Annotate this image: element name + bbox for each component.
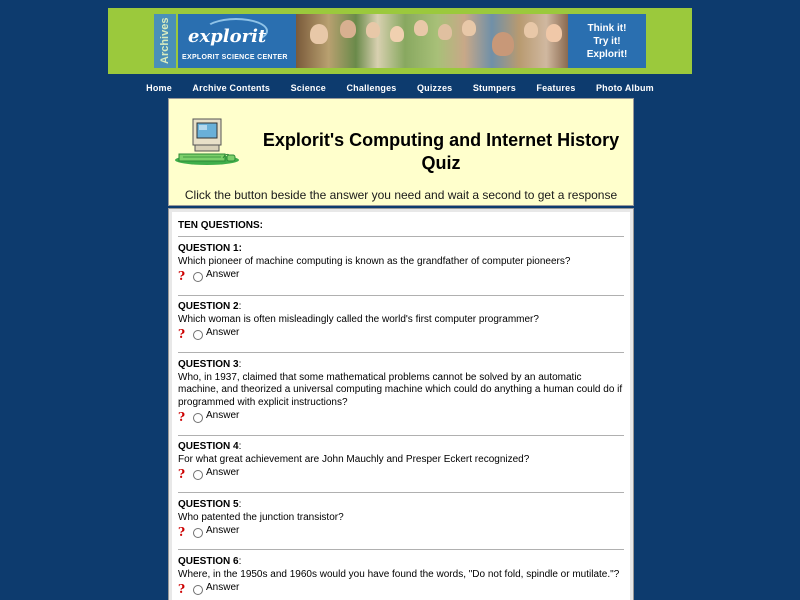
answer-label[interactable]: Answer — [206, 467, 240, 479]
nav-science[interactable]: Science — [290, 83, 327, 93]
answer-row — [178, 269, 624, 282]
question-mark-icon: ? — [178, 268, 186, 283]
logo-subtitle: EXPLORIT SCIENCE CENTER — [182, 54, 288, 61]
tagline-line: Explorit! — [586, 49, 628, 60]
nav-photo-album[interactable]: Photo Album — [595, 83, 654, 93]
computer-icon — [173, 117, 239, 169]
questions-heading: TEN QUESTIONS: — [178, 220, 264, 231]
nav-features[interactable]: Features — [536, 83, 576, 93]
questions-panel — [168, 208, 634, 600]
explorit-logo[interactable] — [178, 14, 296, 68]
question-mark-icon: ? — [178, 409, 186, 424]
page-title — [249, 129, 633, 175]
main-nav — [108, 78, 692, 92]
question-suffix: : — [238, 359, 242, 370]
banner-tagline — [568, 14, 646, 68]
nav-archive-contents[interactable]: Archive Contents — [192, 83, 271, 93]
answer-radio[interactable] — [193, 528, 203, 538]
question-suffix: : — [238, 556, 242, 567]
nav-quizzes[interactable]: Quizzes — [416, 83, 453, 93]
question-label: QUESTION 5 — [178, 499, 239, 510]
question-suffix: : — [238, 499, 242, 510]
answer-label[interactable]: Answer — [206, 327, 240, 339]
question-label: QUESTION 6 — [178, 556, 239, 567]
question-mark-icon: ? — [178, 581, 186, 596]
divider — [178, 295, 624, 296]
divider — [178, 236, 624, 237]
question-2 — [178, 301, 624, 340]
question-text: Who patented the junction transistor? — [178, 511, 344, 523]
answer-row — [178, 582, 624, 595]
question-text: Which woman is often misleadingly called the world's first computer programmer? — [178, 313, 539, 325]
tagline-line: Try it! — [593, 36, 621, 47]
question-text: Which pioneer of machine computing is known as the grandfather of computer pioneers? — [178, 255, 571, 267]
question-label: QUESTION 4 — [178, 441, 239, 452]
archives-tab[interactable]: Archives — [154, 14, 176, 68]
divider — [178, 435, 624, 436]
question-3 — [178, 359, 624, 423]
question-suffix: : — [238, 243, 242, 254]
answer-label[interactable]: Answer — [206, 582, 240, 594]
question-suffix: : — [238, 441, 242, 452]
question-label: QUESTION 3 — [178, 359, 239, 370]
question-mark-icon: ? — [178, 326, 186, 341]
answer-radio[interactable] — [193, 330, 203, 340]
question-6 — [178, 556, 624, 595]
answer-radio[interactable] — [193, 272, 203, 282]
answer-label[interactable]: Answer — [206, 269, 240, 281]
question-5 — [178, 499, 624, 538]
answer-row — [178, 525, 624, 538]
divider — [178, 352, 624, 353]
question-text: Where, in the 1950s and 1960s would you have found the words, "Do not fold, spindle or mutilate."? — [178, 568, 620, 580]
question-4 — [178, 441, 624, 480]
site-banner — [108, 8, 692, 74]
title-line: Explorit's Computing and Internet History — [262, 130, 620, 150]
divider — [178, 549, 624, 550]
answer-row — [178, 467, 624, 480]
nav-home[interactable]: Home — [146, 83, 172, 93]
question-mark-icon: ? — [178, 524, 186, 539]
question-mark-icon: ? — [178, 466, 186, 481]
logo-wordmark: explorit — [188, 26, 267, 47]
quiz-instruction: Click the button beside the answer you need and wait a second to get a response — [184, 188, 618, 202]
question-text: Who, in 1937, claimed that some mathematical problems cannot be solved by an automatic machine, and theorized a universal computing machine which could do anything a human could do if programmed with explicit instructions? — [178, 371, 623, 408]
answer-row — [178, 410, 624, 423]
answer-radio[interactable] — [193, 470, 203, 480]
answer-row — [178, 327, 624, 340]
banner-photo-strip — [296, 14, 568, 68]
answer-label[interactable]: Answer — [206, 410, 240, 422]
answer-radio[interactable] — [193, 585, 203, 595]
question-1 — [178, 243, 624, 282]
divider — [178, 492, 624, 493]
nav-stumpers[interactable]: Stumpers — [472, 83, 516, 93]
nav-challenges[interactable]: Challenges — [346, 83, 397, 93]
question-suffix: : — [238, 301, 242, 312]
question-text: For what great achievement are John Mauchly and Presper Eckert recognized? — [178, 453, 530, 465]
title-line: Quiz — [421, 153, 461, 173]
tagline-line: Think it! — [587, 23, 627, 34]
answer-radio[interactable] — [193, 413, 203, 423]
question-label: QUESTION 1 — [178, 243, 239, 254]
quiz-header — [168, 98, 634, 206]
answer-label[interactable]: Answer — [206, 525, 240, 537]
question-label: QUESTION 2 — [178, 301, 239, 312]
